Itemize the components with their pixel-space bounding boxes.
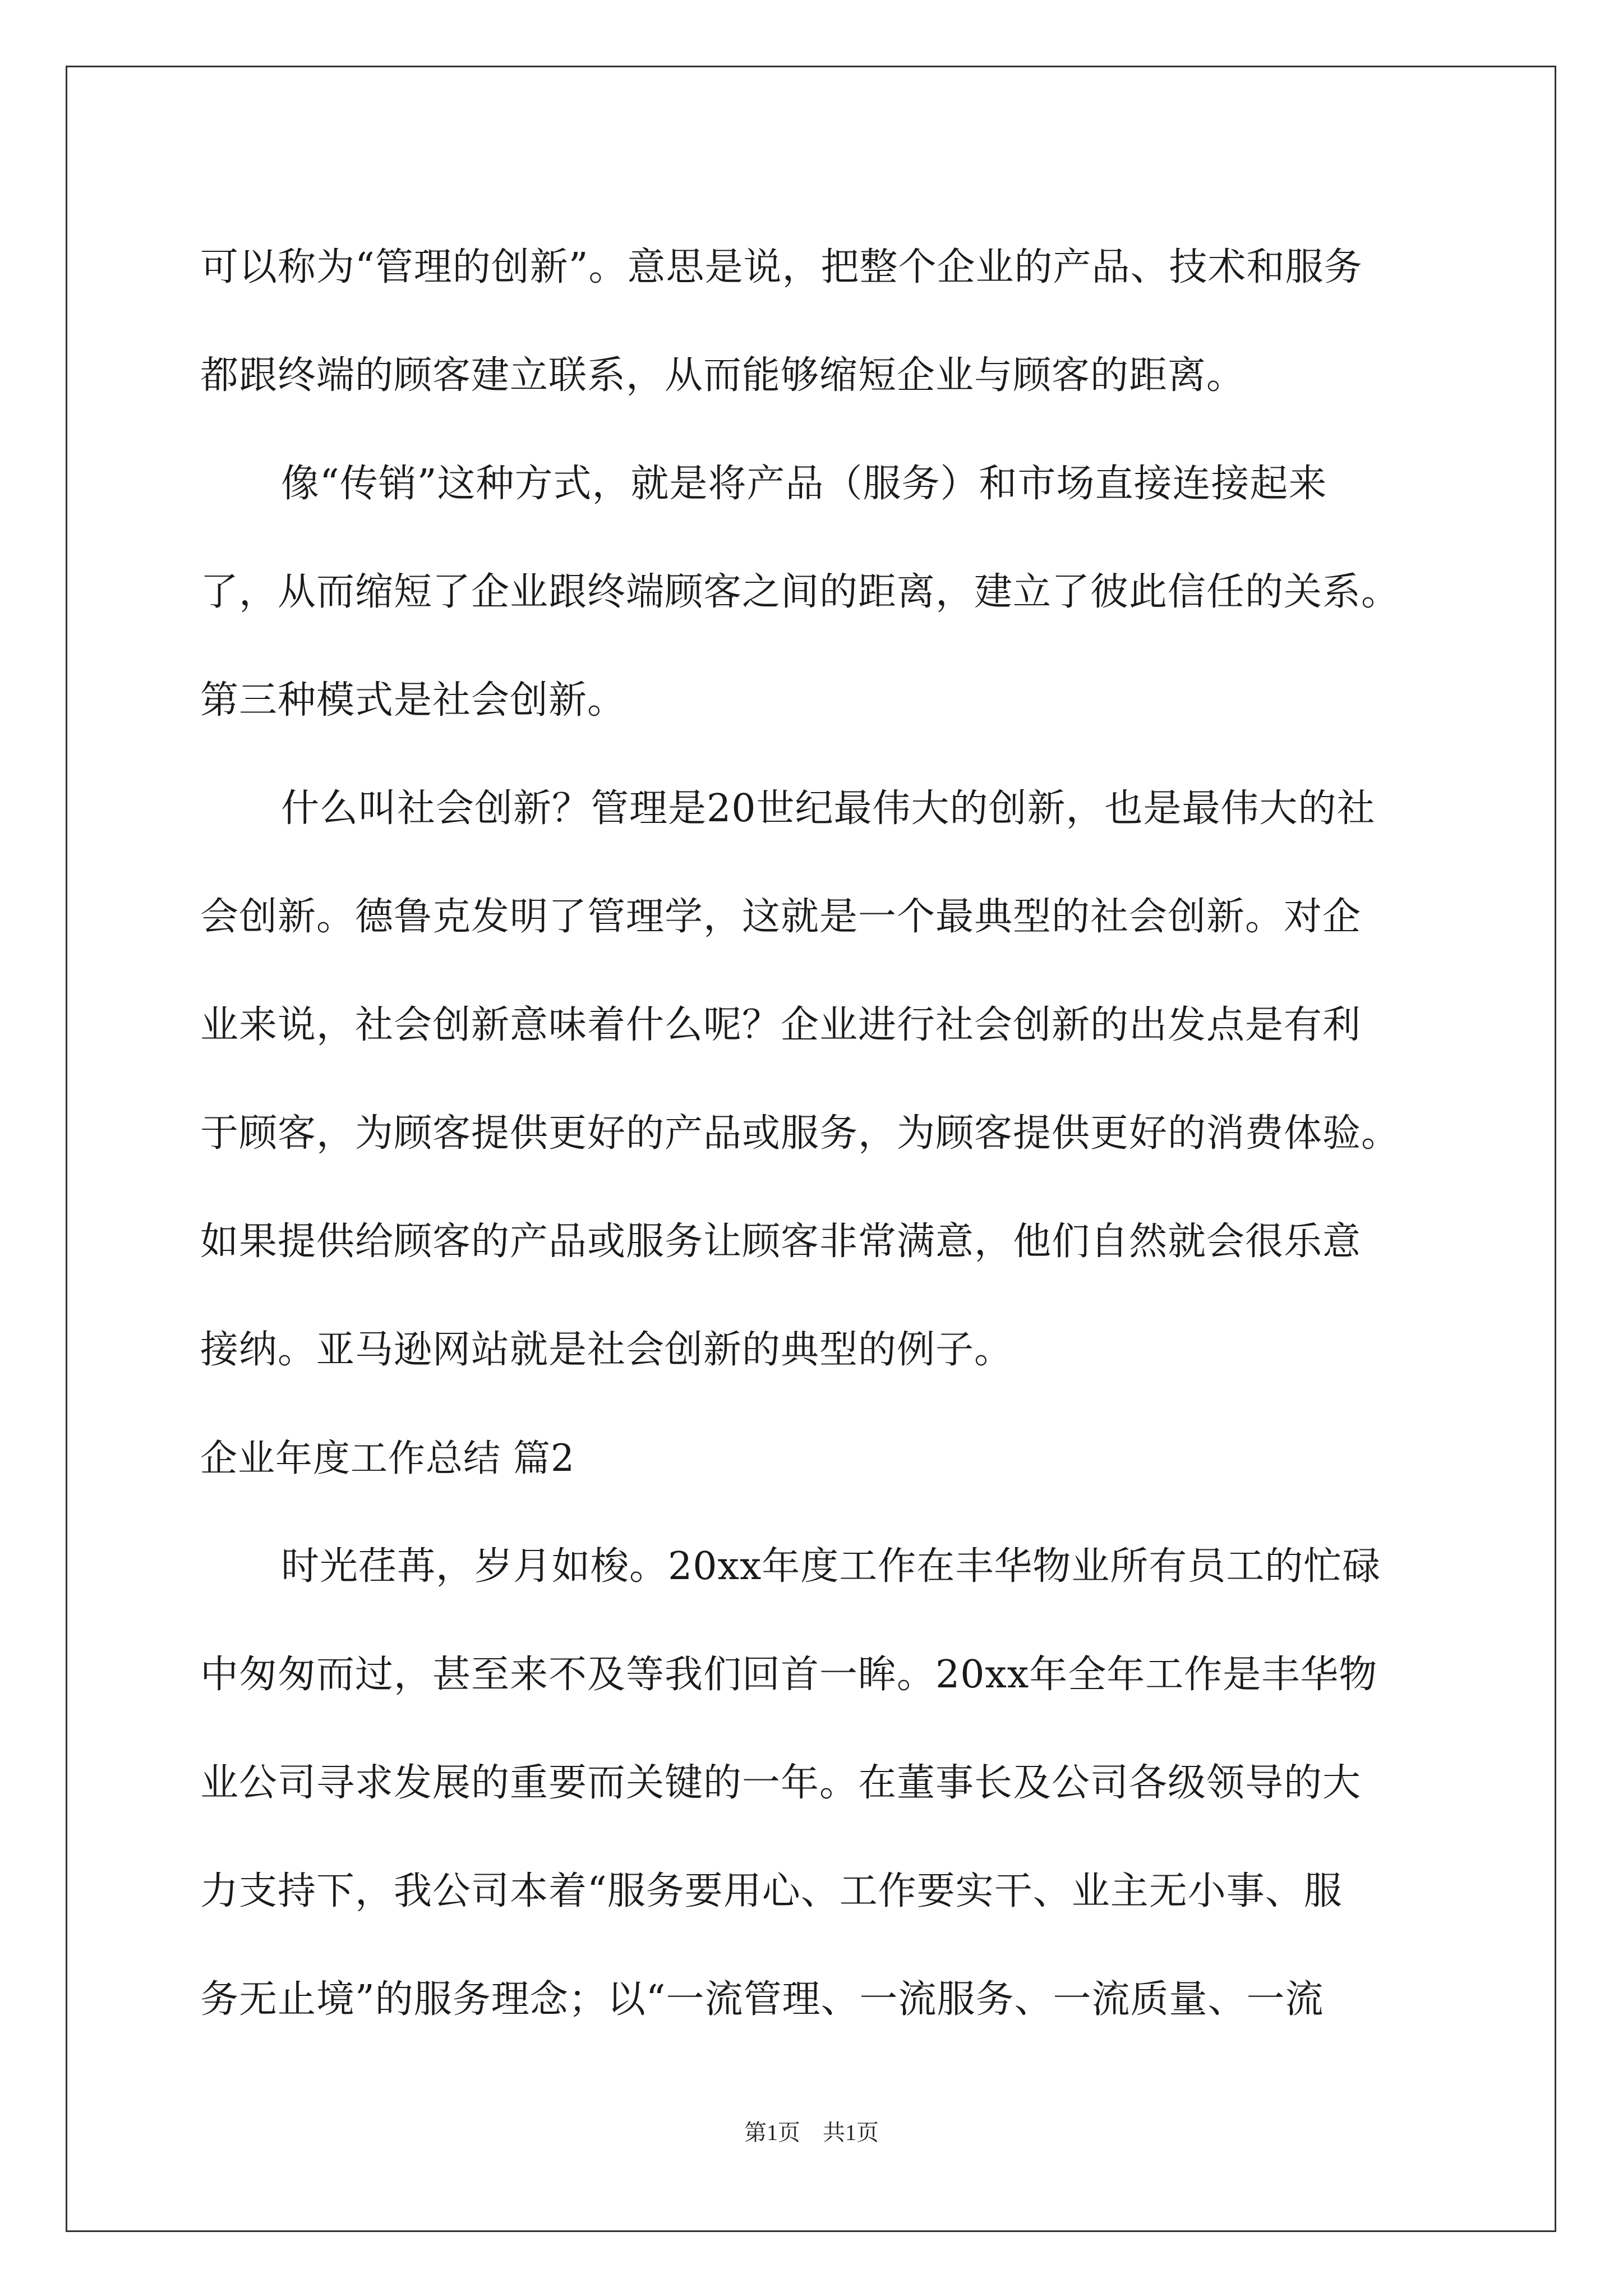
- paragraph-line-13: 时光荏苒，岁月如梭。20xx年度工作在丰华物业所有员工的忙碌: [281, 1544, 1381, 1589]
- paragraph-line-14: 中匆匆而过，甚至来不及等我们回首一眸。20xx年全年工作是丰华物: [200, 1653, 1378, 1697]
- paragraph-line-15: 业公司寻求发展的重要而关键的一年。在董事长及公司各级领导的大: [200, 1761, 1362, 1805]
- paragraph-line-11: 接纳。亚马逊网站就是社会创新的典型的例子。: [200, 1328, 1013, 1372]
- paragraph-line-6: 什么叫社会创新？管理是20世纪最伟大的创新，也是最伟大的社: [281, 786, 1376, 831]
- paragraph-line-5: 第三种模式是社会创新。: [200, 678, 626, 723]
- paragraph-line-1: 可以称为“管理的创新”。意思是说，把整个企业的产品、技术和服务: [200, 245, 1363, 289]
- paragraph-line-2: 都跟终端的顾客建立联系，从而能够缩短企业与顾客的距离。: [200, 353, 1246, 398]
- paragraph-line-3: 像“传销”这种方式，就是将产品（服务）和市场直接连接起来: [281, 462, 1327, 506]
- paragraph-line-10: 如果提供给顾客的产品或服务让顾客非常满意，他们自然就会很乐意: [200, 1220, 1362, 1264]
- page-number-footer: 第1页 共1页: [744, 2120, 879, 2145]
- section-heading: 企业年度工作总结 篇2: [200, 1437, 575, 1480]
- document-body: [200, 213, 1434, 2054]
- paragraph-line-8: 业来说，社会创新意味着什么呢？企业进行社会创新的出发点是有利: [200, 1003, 1362, 1047]
- paragraph-line-17: 务无止境”的服务理念；以“一流管理、一流服务、一流质量、一流: [200, 1977, 1324, 2022]
- paragraph-line-4: 了，从而缩短了企业跟终端顾客之间的距离，建立了彼此信任的关系。: [200, 570, 1400, 614]
- paragraph-line-7: 会创新。德鲁克发明了管理学，这就是一个最典型的社会创新。对企: [200, 895, 1362, 939]
- paragraph-line-16: 力支持下，我公司本着“服务要用心、工作要实干、业主无小事、服: [200, 1869, 1343, 1913]
- paragraph-line-9: 于顾客，为顾客提供更好的产品或服务，为顾客提供更好的消费体验。: [200, 1111, 1400, 1156]
